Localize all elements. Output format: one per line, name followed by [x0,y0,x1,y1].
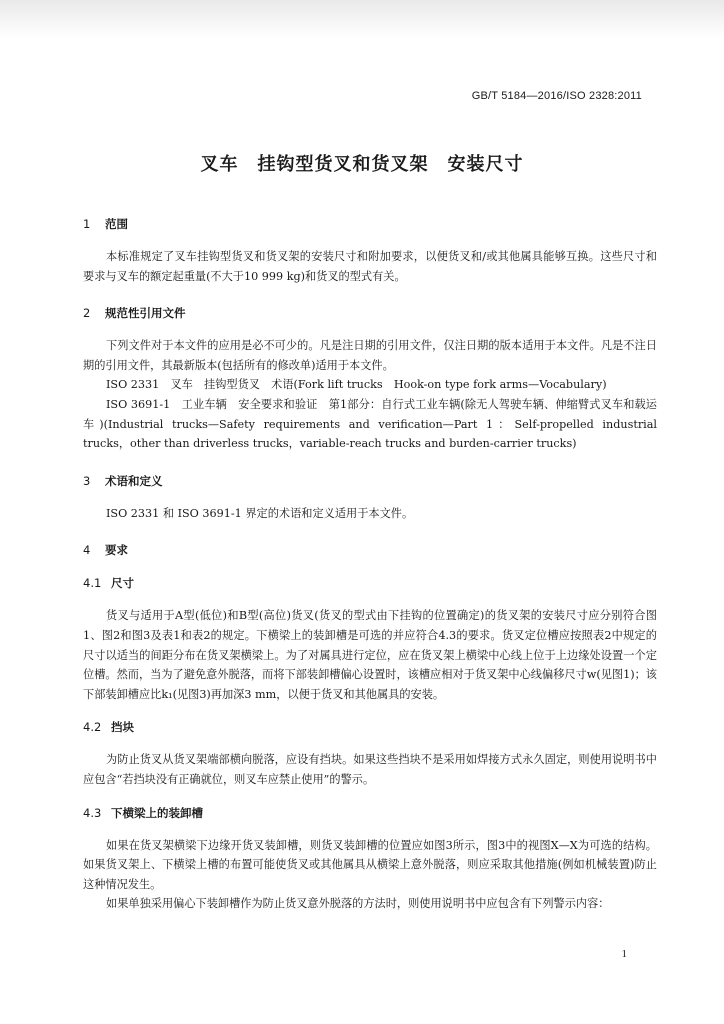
subsection-number: 4.1 [83,576,102,591]
standard-number: GB/T 5184—2016/ISO 2328:2011 [471,90,642,102]
document-title: 叉车 挂钩型货叉和货叉架 安装尺寸 [200,154,524,175]
reference-iso-3691-1: ISO 3691-1 工业车辆 安全要求和验证 第1部分：自行式工业车辆(除无人驾驶车辆、伸缩臂式叉车和载运车)(Industrial trucks—Safety requirements and verification—Part 1：Self-propelled industrial trucks，other than driverless trucks，variable-reach trucks and burden-carrier trucks) [83,397,657,451]
subsection-4-3-heading [83,803,657,823]
subsection-title: 挡块 [111,720,134,735]
section-number: 4 [83,543,91,558]
subsection-4-2-heading [83,717,657,737]
section-3-heading [83,471,657,491]
section-4-heading [83,540,657,560]
section-title: 范围 [105,217,128,231]
subsection-number: 4.3 [83,805,102,820]
subsection-4-2-paragraph: 为防止货叉从货叉架端部横向脱落，应设有挡块。如果这些挡块不是采用如焊接方式永久固定，则使用说明书中应包含“若挡块没有正确就位，则叉车应禁止使用”的警示。 [83,753,657,786]
subsection-4-3-paragraph-2: 如果单独采用偏心下装卸槽作为防止货叉意外脱落的方法时，则使用说明书中应包含有下列警示内容： [106,897,610,911]
section-1-heading [83,214,657,234]
subsection-4-3-paragraph: 如果在货叉架横梁下边缘开货叉装卸槽，则货叉装卸槽的位置应如图3所示，图3中的视图X—X为可选的结构。如果货叉架上、下横梁上槽的布置可能使货叉或其他属具从横梁上意外脱落，则应采取其他措施(例如机械装置)防止这种情况发生。 [83,838,657,891]
section-2-paragraph: 下列文件对于本文件的应用是必不可少的。凡是注日期的引用文件，仅注日期的版本适用于本文件。凡是不注日期的引用文件，其最新版本(包括所有的修改单)适用于本文件。 [83,339,657,372]
section-number: 2 [83,306,91,321]
document-body [83,214,657,914]
section-3-paragraph: ISO 2331 和 ISO 3691-1 界定的术语和定义适用于本文件。 [106,506,414,520]
subsection-number: 4.2 [83,720,102,735]
subsection-title: 尺寸 [111,576,134,591]
scan-edge-shadow [0,0,724,38]
reference-iso-2331: ISO 2331 叉车 挂钩型货叉 术语(Fork lift trucks Hook-on type fork arms—Vocabulary) [106,378,607,392]
subsection-title: 下横梁上的装卸槽 [111,805,203,820]
section-1-paragraph: 本标准规定了叉车挂钩型货叉和货叉架的安装尺寸和附加要求，以便货叉和/或其他属具能够互换。这些尺寸和要求与叉车的额定起重量(不大于10 999 kg)和货叉的型式有关。 [83,250,657,283]
section-title: 术语和定义 [105,473,163,488]
section-2-heading [83,303,657,323]
page-number: 1 [621,948,627,960]
section-title: 要求 [105,543,128,558]
section-number: 1 [83,217,91,231]
subsection-4-1-paragraph: 货叉与适用于A型(低位)和B型(高位)货叉(货叉的型式由下挂钩的位置确定)的货叉架的安装尺寸应分别符合图1、图2和图3及表1和表2的规定。下横梁上的装卸槽是可选的并应符合4.3的要求。货叉定位槽应按照表2中规定的尺寸以适当的间距分布在货叉架横梁上。为了对属具进行定位，应在货叉架上横梁中心线上位于上边缘处设置一个定位槽。然而，当为了避免意外脱落，而将下部装卸槽偏心设置时，该槽应相对于货叉架中心线偏移尺寸w(见图1)；该下部装卸槽应比k₁(见图3)再加深3 mm，以便于货叉和其他属具的安装。 [83,609,657,701]
section-title: 规范性引用文件 [105,306,186,321]
subsection-4-1-heading [83,573,657,593]
section-number: 3 [83,473,91,488]
